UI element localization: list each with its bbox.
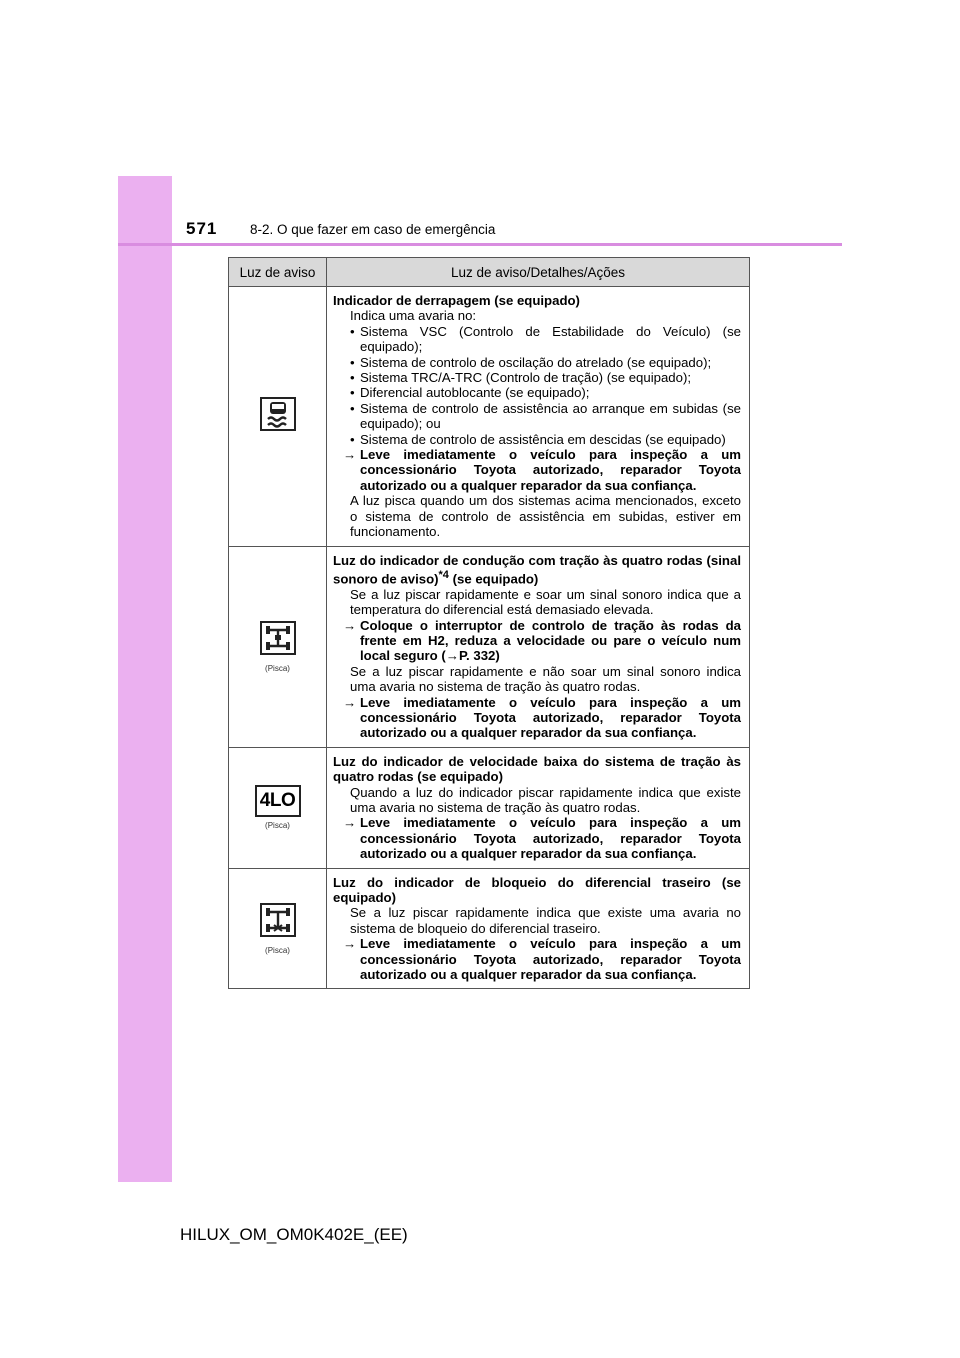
row-title: Luz do indicador de condução com tração às quatro rodas (sinal sonoro de aviso)$^{*4}$ (se equipado): [333, 552, 741, 587]
slip-indicator-icon: [260, 397, 296, 431]
four-wheel-drive-icon: [260, 621, 296, 655]
row-text: Se a luz piscar rapidamente e soar um sinal sonoro indica que a temperatura do diferencial está demasiado elevada.: [350, 586, 741, 618]
row-text: Se a luz piscar rapidamente indica que existe uma avaria no sistema de bloqueio do diferencial traseiro.: [350, 905, 741, 936]
action-text: → Leve imediatamente o veículo para inspeção a um concessionário Toyota autorizado, reparador Toyota autorizado ou a qualquer reparador da sua confiança.: [343, 815, 741, 862]
page-number: 571: [186, 219, 218, 238]
section-title: 8-2. O que fazer em caso de emergência: [250, 222, 496, 237]
details-cell: [327, 287, 750, 547]
table-row: [229, 546, 750, 747]
list-item: • Sistema TRC/A-TRC (Controlo de tração) (se equipado);: [350, 370, 692, 386]
details-cell: [327, 747, 750, 868]
table-header-row: [229, 258, 750, 287]
details-cell: [327, 546, 750, 747]
row-note: A luz pisca quando um dos sistemas acima mencionados, exceto o sistema de controlo de assistência em subidas, estiver em funcionamento.: [350, 493, 741, 540]
action-text: → Coloque o interruptor de controlo de tração às rodas da frente em H2, reduza a velocidade ou pare o veículo num local seguro (→P. 332): [343, 617, 741, 664]
icon-caption: (Pisca): [265, 945, 290, 955]
row-title: Indicador de derrapagem (se equipado): [333, 293, 580, 308]
list-item: • Sistema de controlo de assistência ao arranque em subidas (se equipado); ou: [350, 400, 741, 432]
icon-cell: [229, 546, 327, 747]
icon-caption: (Pisca): [265, 821, 290, 831]
row-text: Quando a luz do indicador piscar rapidamente indica que existe uma avaria no sistema de tração às quatro rodas.: [350, 784, 741, 815]
rear-diff-lock-icon: [260, 903, 296, 937]
list-item: • Sistema VSC (Controlo de Estabilidade do Veículo) (se equipado);: [350, 323, 741, 355]
col-header-details: Luz de aviso/Detalhes/Ações: [327, 258, 750, 287]
action-text: → Leve imediatamente o veículo para inspeção a um concessionário Toyota autorizado, reparador Toyota autorizado ou a qualquer reparador da sua confiança.: [343, 447, 741, 493]
table-row: [229, 747, 750, 868]
row-intro: Indica uma avaria no:: [350, 308, 477, 324]
details-cell: [327, 868, 750, 989]
table-row: [229, 868, 750, 989]
warning-lights-table: [228, 257, 750, 989]
icon-caption: (Pisca): [265, 663, 290, 673]
row-title: Luz do indicador de velocidade baixa do sistema de tração às quatro rodas (se equipado): [333, 753, 741, 785]
table-row: [229, 287, 750, 547]
action-text: → Leve imediatamente o veículo para inspeção a um concessionário Toyota autorizado, reparador Toyota autorizado ou a qualquer reparador da sua confiança.: [343, 936, 741, 983]
icon-cell: [229, 747, 327, 868]
document-code: HILUX_OM_OM0K402E_(EE): [180, 1225, 408, 1244]
icon-cell: [229, 868, 327, 989]
row-title: Luz do indicador de bloqueio do diferencial traseiro (se equipado): [333, 874, 741, 906]
row-text: Se a luz piscar rapidamente e não soar um sinal sonoro indica uma avaria no sistema de tração às quatro rodas.: [350, 663, 741, 695]
col-header-warning-light: Luz de aviso: [229, 258, 327, 287]
action-text: → Leve imediatamente o veículo para inspeção a um concessionário Toyota autorizado, reparador Toyota autorizado ou a qualquer reparador da sua confiança.: [343, 694, 741, 741]
list-item: • Sistema de controlo de oscilação do atrelado (se equipado);: [350, 354, 712, 370]
list-item: • Diferencial autoblocante (se equipado);: [350, 385, 590, 401]
header-rule: [118, 243, 842, 246]
list-item: • Sistema de controlo de assistência em descidas (se equipado): [350, 431, 726, 447]
four-lo-icon: 4LO: [255, 785, 301, 817]
side-color-band: [118, 176, 172, 1182]
icon-cell: [229, 287, 327, 547]
